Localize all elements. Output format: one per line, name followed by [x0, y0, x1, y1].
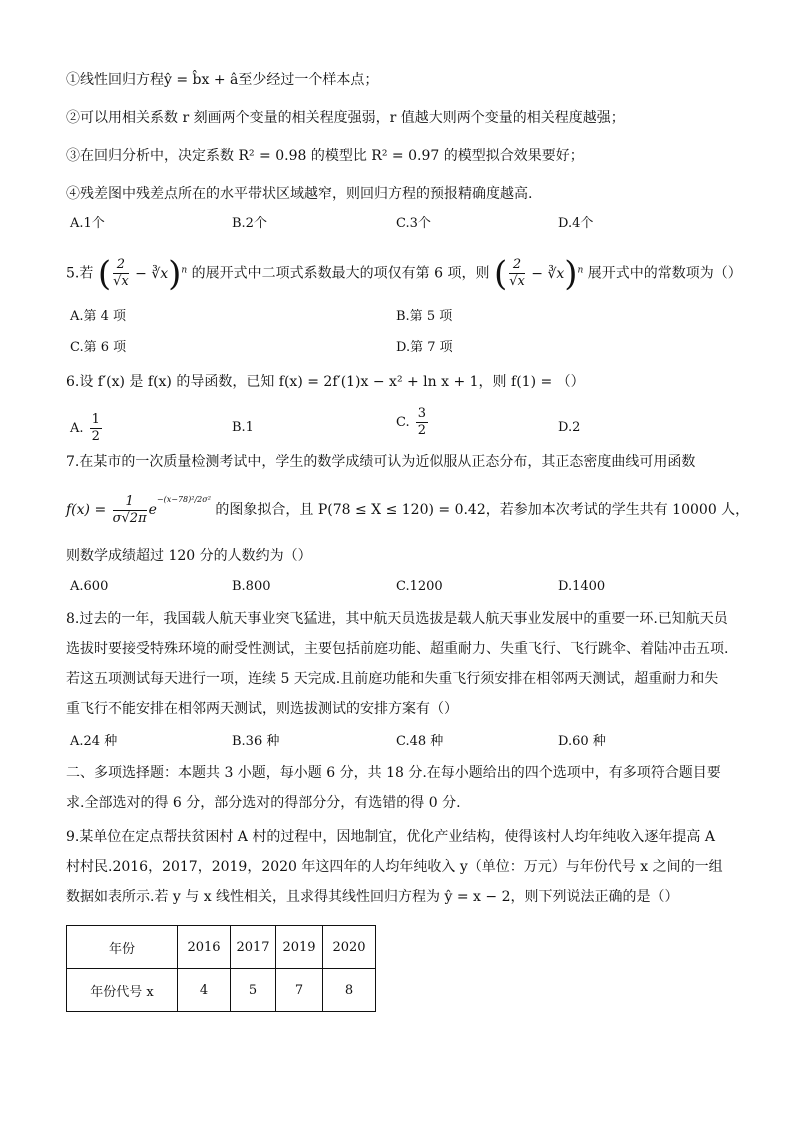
statement-1: ①线性回归方程ŷ = b̂x + â至少经过一个样本点；	[66, 72, 379, 88]
q7-line-2-mid: 的图象拟合，且 P(78 ≤ X ≤ 120) = 0.42，若参加本次考试的学生共有 10000 人，	[215, 502, 750, 518]
q5-option-d: D.第 7 项	[396, 340, 453, 355]
statement-2: ②可以用相关系数 r 刻画两个变量的相关程度强弱，r 值越大则两个变量的相关程度越强；	[66, 110, 625, 126]
q5-suffix: 展开式中的常数项为（）	[587, 265, 742, 282]
q7-option-c: C.1200	[396, 579, 443, 594]
q7-line-1: 7.在某市的一次质量检测考试中，学生的数学成绩可认为近似服从正态分布，其正态密度曲线可用函数	[66, 454, 696, 470]
q8-option-c: C.48 种	[396, 734, 444, 749]
q6-option-c-den: 2	[417, 423, 427, 438]
q5-mid: 的展开式中二项式系数最大的项仅有第 6 项，则	[191, 265, 490, 282]
question-8: 8.过去的一年，我国载人航天事业突飞猛进，其中航天员选拔是载人航天事业发展中的重要一环.已知航天员选拔时要接受特殊环境的耐受性测试，主要包括前庭功能、超重耐力、失重飞行、飞行跳伞、着陆冲击五项.若这五项测试每天进行一项，连续 5 天完成.且前庭功能和失重飞行须安排在相邻两天测试，超重耐力和失重飞行不能安排在相邻两天测试，则选拔测试的安排方案有（）	[66, 611, 729, 717]
q7-func-num: 1	[113, 494, 147, 511]
q8-option-a: A.24 种	[70, 734, 118, 749]
statement-4: ④残差图中残差点所在的水平带状区域越窄，则回归方程的预报精确度越高.	[66, 186, 533, 202]
q7-func-exp: −(x−78)²/2σ²	[156, 495, 211, 504]
q6-option-a-den: 2	[91, 429, 100, 444]
table-cell: 2016	[178, 926, 231, 969]
table-row	[67, 926, 376, 969]
q5-option-a: A.第 4 项	[70, 309, 127, 324]
table-cell: 7	[276, 969, 323, 1012]
q5-binomial-2: ( $\frac{2}{√x}$ − ∛x)$^n$	[493, 253, 584, 294]
q4-option-d: D.4个	[558, 216, 594, 231]
q5-option-c: C.第 6 项	[70, 340, 127, 355]
q4-option-a: A.1个	[70, 216, 105, 231]
q7-func-lhs: f(x) =	[66, 502, 107, 518]
table-cell: 2019	[276, 926, 323, 969]
q6-option-c	[396, 406, 430, 439]
question-6: 6.设 f′(x) 是 f(x) 的导函数，已知 f(x) = 2f′(1)x − x² + ln x + 1，则 f(1) = （）	[66, 374, 585, 390]
q8-option-b: B.36 种	[232, 734, 280, 749]
table-cell: 2017	[231, 926, 276, 969]
q7-option-b: B.800	[232, 579, 271, 594]
q6-option-c-num: 3	[417, 406, 427, 421]
q7-func-den: σ√2π	[112, 510, 147, 526]
table-header-code: 年份代号 x	[67, 969, 178, 1012]
table-cell: 2020	[323, 926, 376, 969]
table-row	[67, 969, 376, 1012]
q6-option-c-label: C.	[396, 415, 410, 430]
table-header-year: 年份	[67, 926, 178, 969]
question-9: 9.某单位在定点帮扶贫困村 A 村的过程中，因地制宜，优化产业结构，使得该村人均年纯收入逐年提高 A 村村民.2016，2017，2019，2020 年这四年的人均年纯收入 y（单位：万元）与年份代号 x 之间的一组数据如表所示.若 y 与 x 线性相关，且求得其线性回归方程为 ŷ = x − 2，则下列说法正确的是（）	[66, 829, 723, 905]
q4-option-b: B.2个	[232, 216, 267, 231]
table-cell: 8	[323, 969, 376, 1012]
q7-line-2: f(x) = $\frac{1}{\sigma√2\pi}$ $e^{-(x-78)^2/2\sigma^2}$ 的图象拟合，且 P(78 ≤ X ≤ 120) = 0.42，若参加本次考试的学生共有 10000 人，	[66, 493, 750, 526]
statement-3: ③在回归分析中，决定系数 R² = 0.98 的模型比 R² = 0.97 的模型拟合效果要好；	[66, 148, 584, 164]
q6-option-a	[70, 412, 104, 445]
q6-option-d: D.2	[558, 420, 581, 435]
question-5	[66, 252, 742, 292]
q7-option-a: A.600	[70, 579, 109, 594]
section-2-heading: 二、多项选择题：本题共 3 小题，每小题 6 分，共 18 分.在每小题给出的四个选项中，有多项符合题目要求.全部选对的得 6 分，部分选对的得部分分，有选错的得 0 分.	[66, 765, 721, 811]
q5-option-b: B.第 5 项	[396, 309, 453, 324]
q6-option-b: B.1	[232, 420, 254, 435]
q5-prefix: 5.若	[66, 265, 94, 282]
q7-option-d: D.1400	[558, 579, 606, 594]
q8-option-d: D.60 种	[558, 734, 606, 749]
table-cell: 5	[231, 969, 276, 1012]
q5-binomial-1: ( $\frac{2}{√x}$ − ∛x)$^n$	[97, 253, 188, 294]
q4-option-c: C.3个	[396, 216, 431, 231]
data-table	[66, 925, 376, 1012]
table-cell: 4	[178, 969, 231, 1012]
q6-option-a-num: 1	[91, 412, 100, 427]
q7-line-3: 则数学成绩超过 120 分的人数约为（）	[66, 548, 312, 564]
q6-option-a-label: A.	[70, 421, 84, 436]
